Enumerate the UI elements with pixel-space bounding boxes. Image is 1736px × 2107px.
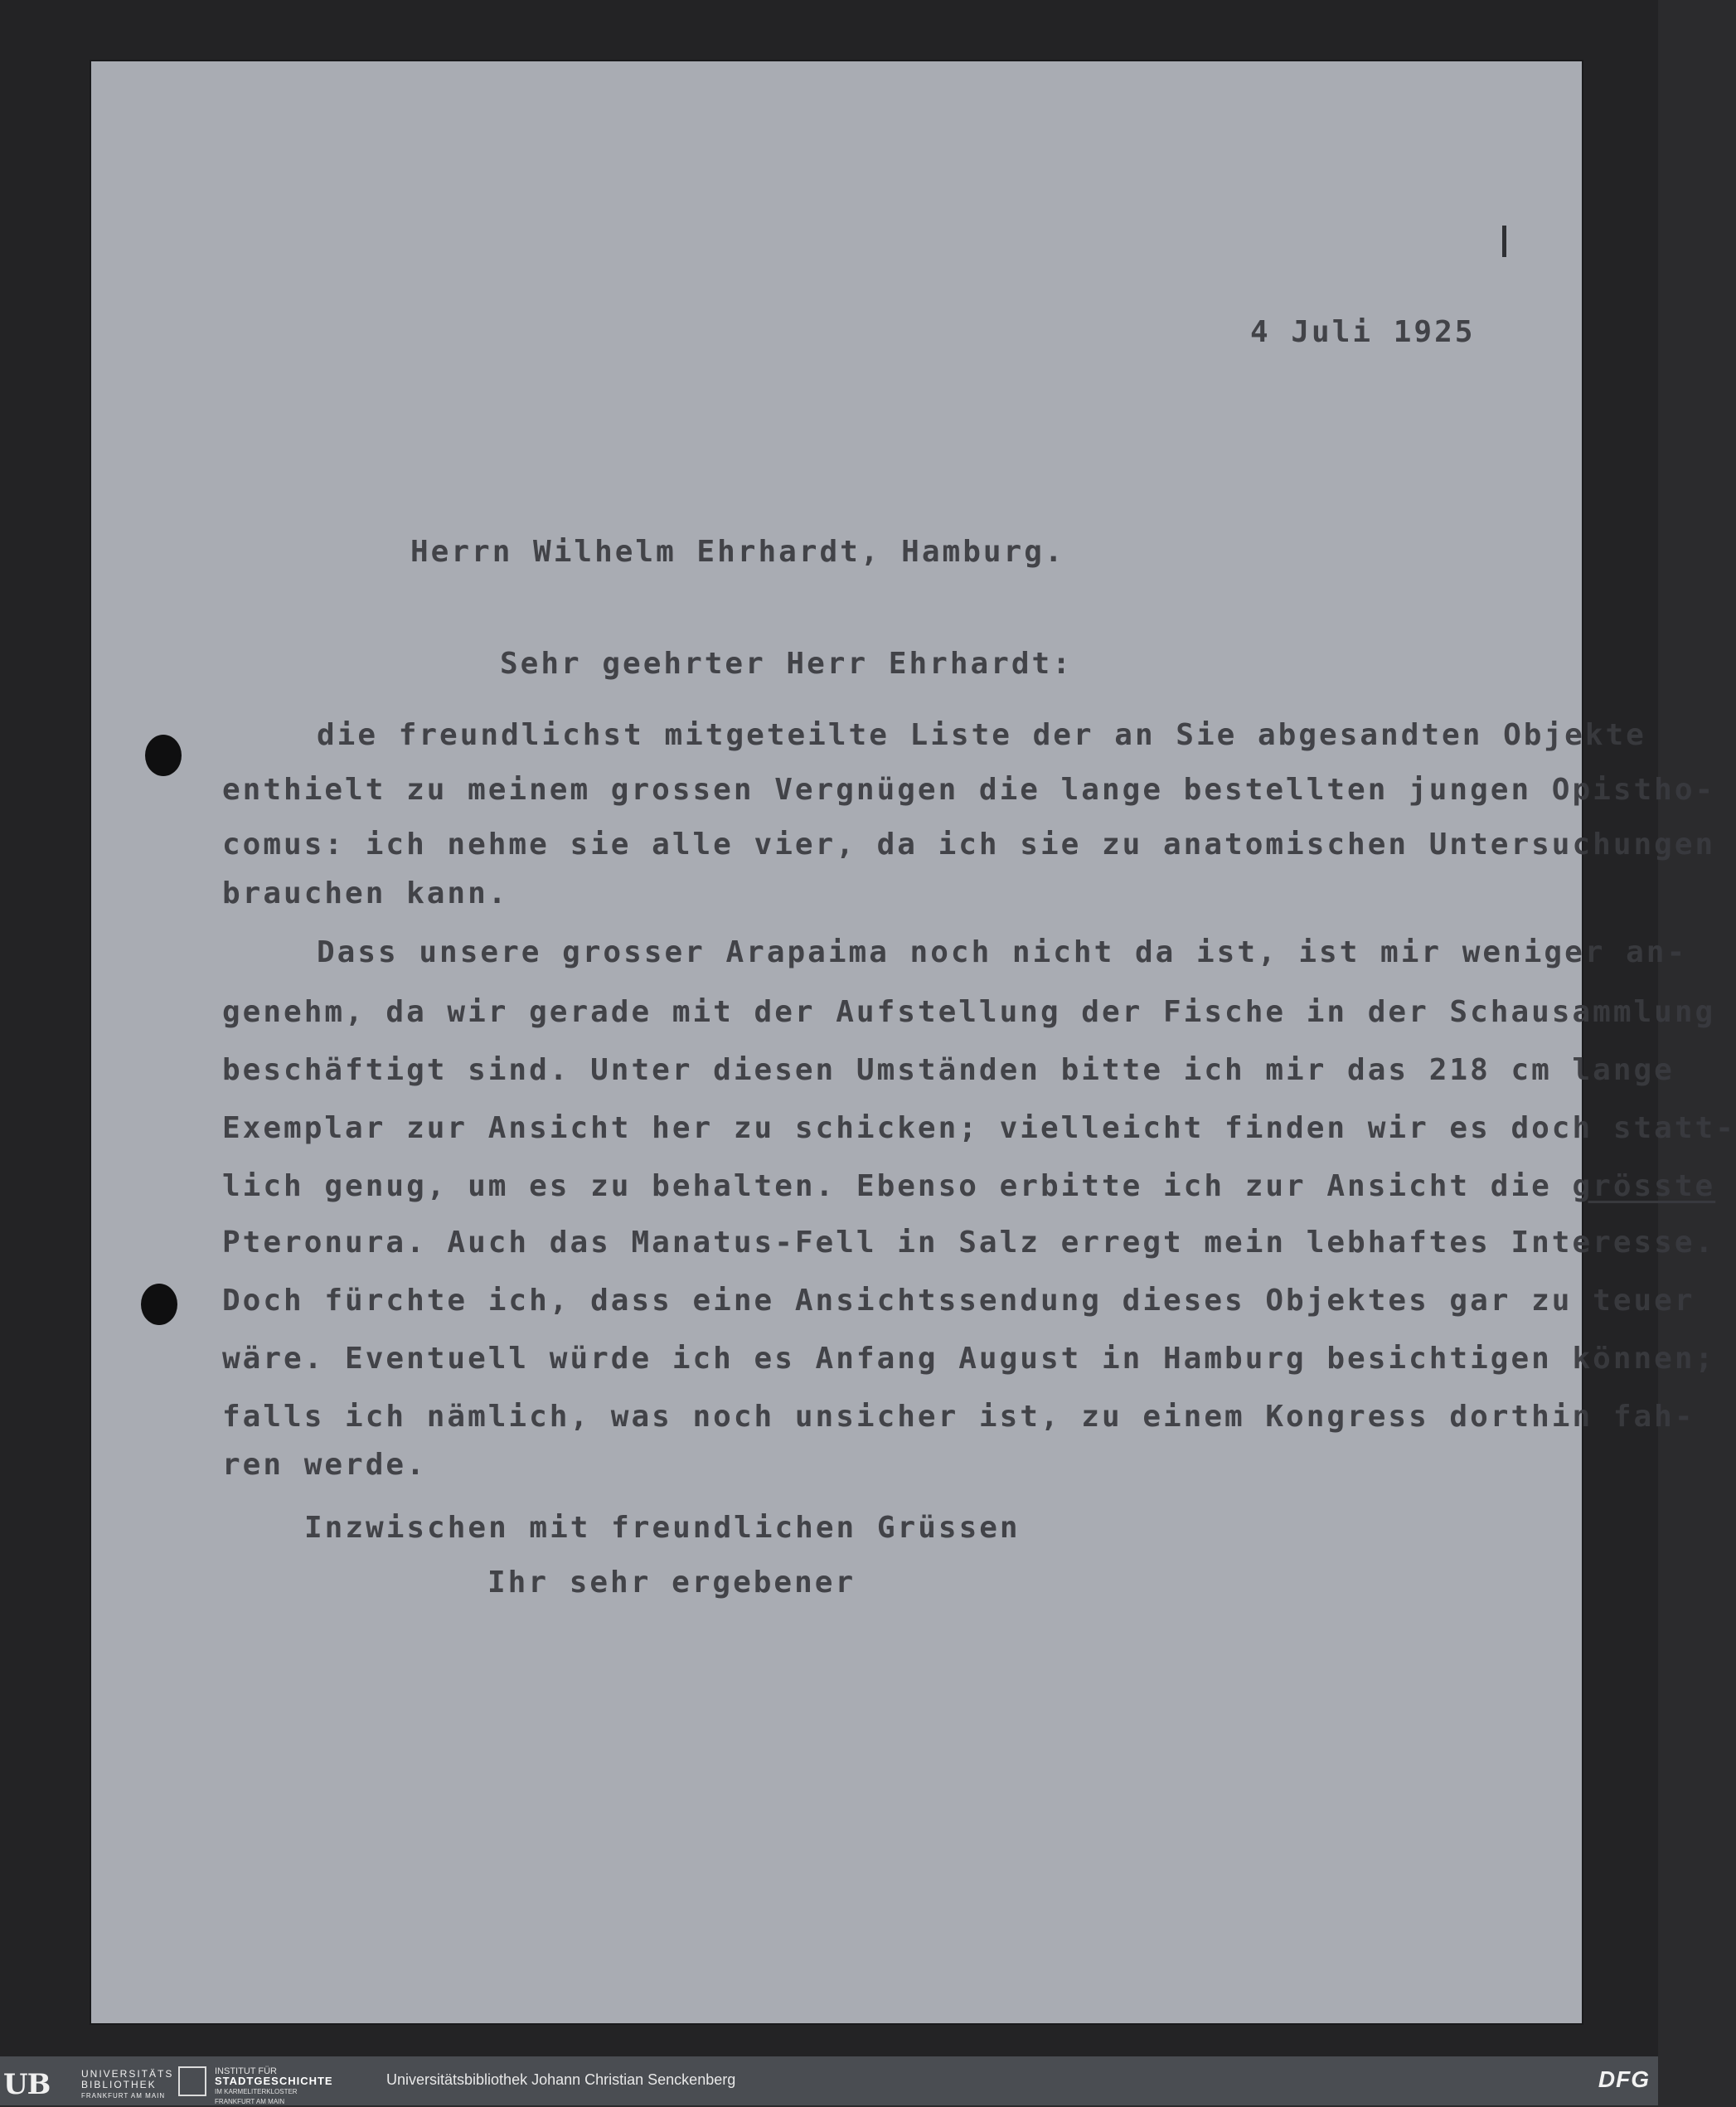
institute-logo: [178, 2065, 369, 2105]
letter-date: 4 Juli 1925: [1250, 315, 1476, 349]
paragraph2-line: lich genug, um es zu behalten. Ebenso erbitte ich zur Ansicht die: [222, 1169, 1573, 1203]
institute-logo-line: IM KARMELITERKLOSTER: [215, 2088, 298, 2095]
ub-logo-line: FRANKFURT AM MAIN: [81, 2092, 166, 2100]
institute-logo-line: [215, 2076, 333, 2087]
letter-page: [90, 60, 1583, 2025]
paragraph2-line: Dass unsere grosser Arapaima noch nicht da ist, ist mir weniger an-: [317, 935, 1688, 969]
paragraph1-line: enthielt zu meinem grossen Vergnügen die lange bestellten jungen Opistho-: [222, 773, 1716, 807]
paragraph2-line-with-underline: [222, 1169, 1715, 1203]
paragraph2-line: beschäftigt sind. Unter diesen Umständen bitte ich mir das 218 cm lange: [222, 1053, 1675, 1087]
paragraph2-line: Exemplar zur Ansicht her zu schicken; vielleicht finden wir es doch statt-: [222, 1111, 1736, 1145]
ub-logo: [3, 2065, 174, 2101]
paragraph2-line: ren werde.: [222, 1448, 427, 1482]
institute-logo-line: INSTITUT FÜR: [215, 2066, 277, 2076]
paragraph2-line: genehm, da wir gerade mit der Aufstellung der Fische in der Schausammlung: [222, 995, 1716, 1029]
footer-bar: [0, 2056, 1658, 2105]
letter-salutation: Sehr geehrter Herr Ehrhardt:: [500, 647, 1073, 681]
paragraph2-line: falls ich nämlich, was noch unsicher ist, zu einem Kongress dorthin fah-: [222, 1400, 1695, 1434]
paragraph2-line: Doch fürchte ich, dass eine Ansichtssendung dieses Objektes gar zu teuer: [222, 1284, 1695, 1318]
paragraph1-line: comus: ich nehme sie alle vier, da ich sie zu anatomischen Untersuchungen: [222, 828, 1716, 862]
institute-icon: [178, 2066, 206, 2096]
pencil-mark: [1502, 226, 1506, 257]
footer-caption: Universitätsbibliothek Johann Christian Senckenberg: [386, 2071, 736, 2088]
institute-logo-text: [215, 2066, 333, 2107]
letter-recipient: Herrn Wilhelm Ehrhardt, Hamburg.: [410, 535, 1065, 569]
ub-logo-mark: UB: [3, 2068, 51, 2101]
paragraph2-line: wäre. Eventuell würde ich es Anfang August in Hamburg besichtigen können;: [222, 1342, 1716, 1376]
paragraph1-line: die freundlichst mitgeteilte Liste der an Sie abgesandten Objekte: [317, 718, 1646, 752]
paragraph1-line: brauchen kann.: [222, 876, 509, 910]
institute-logo-title: STADTGESCHICHTE: [215, 2075, 333, 2087]
punch-hole-top: [145, 735, 182, 776]
punch-hole-bottom: [141, 1284, 177, 1325]
paragraph2-line: Pteronura. Auch das Manatus-Fell in Salz erregt mein lebhaftes Interesse.: [222, 1226, 1716, 1260]
institute-logo-line: FRANKFURT AM MAIN: [215, 2098, 285, 2105]
dfg-logo: DFG: [1598, 2066, 1650, 2092]
letter-closing: Inzwischen mit freundlichen Grüssen: [304, 1511, 1021, 1545]
ub-logo-line: BIBLIOTHEK: [81, 2079, 157, 2090]
letter-signoff: Ihr sehr ergebener: [487, 1566, 856, 1600]
ub-logo-text: [81, 2069, 173, 2101]
underlined-word: grösste: [1572, 1169, 1716, 1203]
ub-logo-line: UNIVERSITÄTS: [81, 2068, 174, 2080]
